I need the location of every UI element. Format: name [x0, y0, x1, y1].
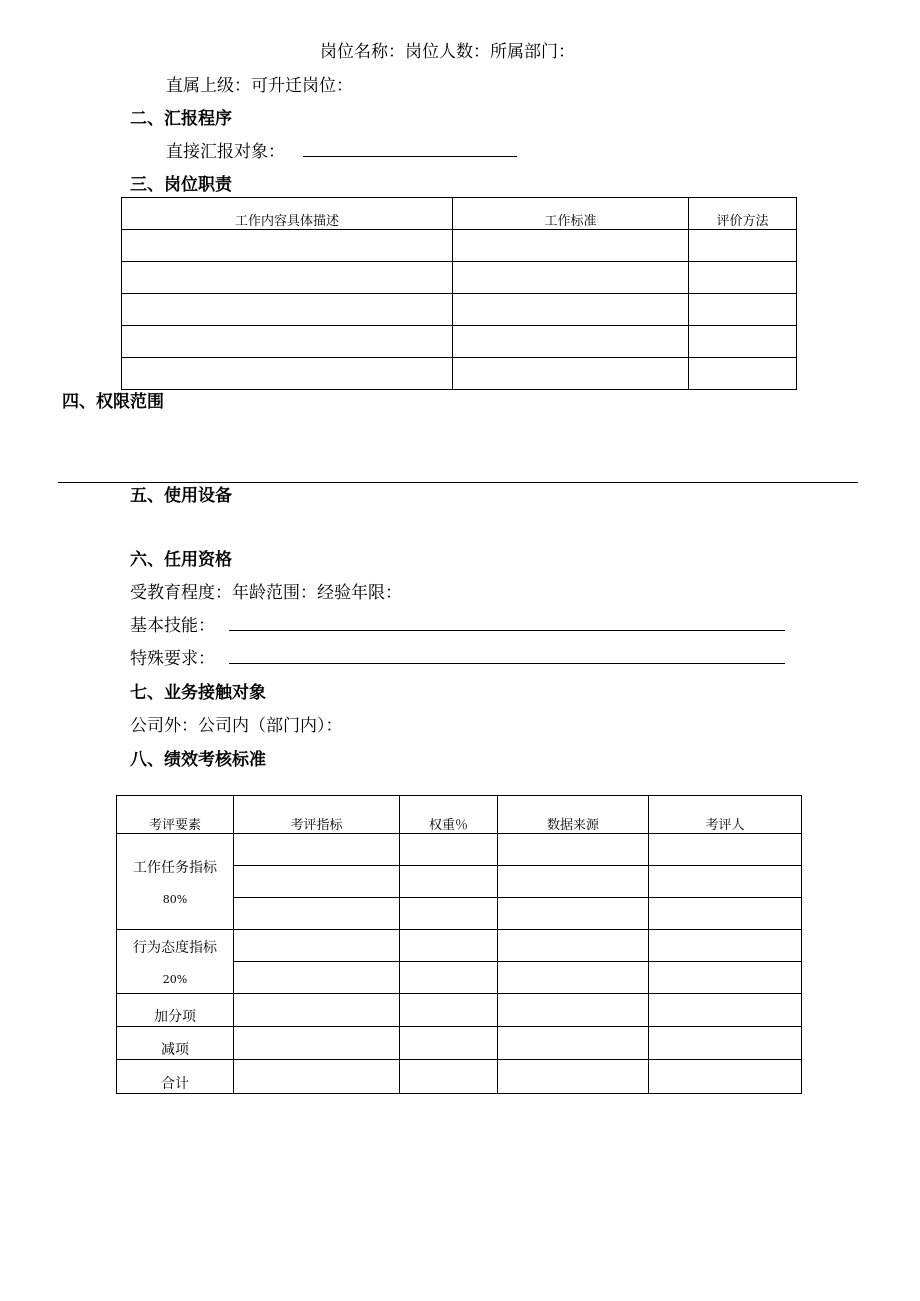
perf-cell[interactable]: [400, 930, 498, 962]
section-7-title: 七、业务接触对象: [130, 683, 266, 703]
perf-cell[interactable]: [400, 1060, 498, 1094]
perf-cell[interactable]: [498, 962, 649, 994]
perf-row-total: 合计: [117, 1060, 234, 1094]
duties-cell[interactable]: [689, 230, 797, 262]
duties-cell[interactable]: [122, 262, 453, 294]
duties-cell[interactable]: [689, 358, 797, 390]
duties-cell[interactable]: [689, 326, 797, 358]
special-row: [130, 648, 785, 670]
perf-cell[interactable]: [498, 898, 649, 930]
section-divider: [58, 482, 858, 483]
perf-cell[interactable]: [400, 898, 498, 930]
skills-row: [130, 615, 785, 637]
perf-header-source: 数据来源: [498, 796, 649, 834]
perf-cell[interactable]: [649, 930, 802, 962]
perf-cell[interactable]: [498, 994, 649, 1027]
duties-cell[interactable]: [689, 294, 797, 326]
duties-table: [121, 197, 797, 390]
duties-cell[interactable]: [122, 294, 453, 326]
perf-row-deduction: 减项: [117, 1027, 234, 1060]
contacts-line: 公司外：公司内（部门内）：: [130, 716, 343, 736]
perf-cell[interactable]: [234, 898, 400, 930]
skills-label: 基本技能：: [130, 616, 215, 636]
perf-cell[interactable]: [498, 866, 649, 898]
perf-cell[interactable]: [498, 1027, 649, 1060]
duties-header-standard: 工作标准: [453, 198, 689, 230]
perf-group-task: [117, 834, 234, 930]
duties-cell[interactable]: [453, 262, 689, 294]
perf-cell[interactable]: [649, 866, 802, 898]
special-input[interactable]: [229, 649, 785, 664]
perf-group-attitude-label: 行为态度指标: [133, 940, 217, 956]
perf-group-attitude: [117, 930, 234, 994]
perf-cell[interactable]: [498, 1060, 649, 1094]
special-label: 特殊要求：: [130, 649, 215, 669]
perf-cell[interactable]: [649, 834, 802, 866]
perf-group-attitude-percent: 20%: [162, 973, 188, 986]
duties-header-description: 工作内容具体描述: [122, 198, 453, 230]
perf-cell[interactable]: [400, 1027, 498, 1060]
section-5-title: 五、使用设备: [130, 486, 232, 506]
perf-cell[interactable]: [234, 994, 400, 1027]
perf-cell[interactable]: [649, 898, 802, 930]
perf-cell[interactable]: [234, 1027, 400, 1060]
perf-cell[interactable]: [400, 866, 498, 898]
duties-cell[interactable]: [453, 358, 689, 390]
section-2-title: 二、汇报程序: [130, 109, 232, 129]
perf-cell[interactable]: [234, 962, 400, 994]
perf-cell[interactable]: [234, 866, 400, 898]
header-line-2: 直属上级：可升迁岗位：: [166, 76, 353, 96]
duties-cell[interactable]: [689, 262, 797, 294]
perf-row-bonus: 加分项: [117, 994, 234, 1027]
perf-cell[interactable]: [498, 834, 649, 866]
performance-table: [116, 795, 802, 1094]
perf-header-evaluator: 考评人: [649, 796, 802, 834]
duties-cell[interactable]: [453, 326, 689, 358]
duties-header-method: 评价方法: [689, 198, 797, 230]
perf-cell[interactable]: [400, 962, 498, 994]
perf-cell[interactable]: [400, 834, 498, 866]
perf-cell[interactable]: [649, 994, 802, 1027]
report-to-input[interactable]: [303, 142, 517, 157]
perf-header-weight: 权重％: [400, 796, 498, 834]
report-to-label: 直接汇报对象：: [166, 142, 285, 162]
perf-cell[interactable]: [498, 930, 649, 962]
duties-cell[interactable]: [122, 358, 453, 390]
perf-cell[interactable]: [649, 1060, 802, 1094]
perf-header-element: 考评要素: [117, 796, 234, 834]
perf-cell[interactable]: [234, 930, 400, 962]
perf-cell[interactable]: [649, 962, 802, 994]
perf-cell[interactable]: [400, 994, 498, 1027]
skills-input[interactable]: [229, 616, 785, 631]
perf-header-indicator: 考评指标: [234, 796, 400, 834]
perf-group-task-percent: 80%: [162, 893, 188, 906]
perf-cell[interactable]: [649, 1027, 802, 1060]
header-line-1: 岗位名称：岗位人数：所属部门：: [320, 42, 575, 62]
section-3-title: 三、岗位职责: [130, 175, 232, 195]
perf-group-task-label: 工作任务指标: [133, 860, 217, 876]
section-8-title: 八、绩效考核标准: [130, 750, 266, 770]
qualification-line: 受教育程度：年龄范围：经验年限：: [130, 583, 402, 603]
duties-cell[interactable]: [122, 326, 453, 358]
report-to-row: [166, 141, 517, 163]
duties-cell[interactable]: [453, 230, 689, 262]
duties-cell[interactable]: [122, 230, 453, 262]
perf-cell[interactable]: [234, 834, 400, 866]
section-4-title: 四、权限范围: [62, 392, 164, 412]
duties-cell[interactable]: [453, 294, 689, 326]
perf-cell[interactable]: [234, 1060, 400, 1094]
section-6-title: 六、任用资格: [130, 550, 232, 570]
